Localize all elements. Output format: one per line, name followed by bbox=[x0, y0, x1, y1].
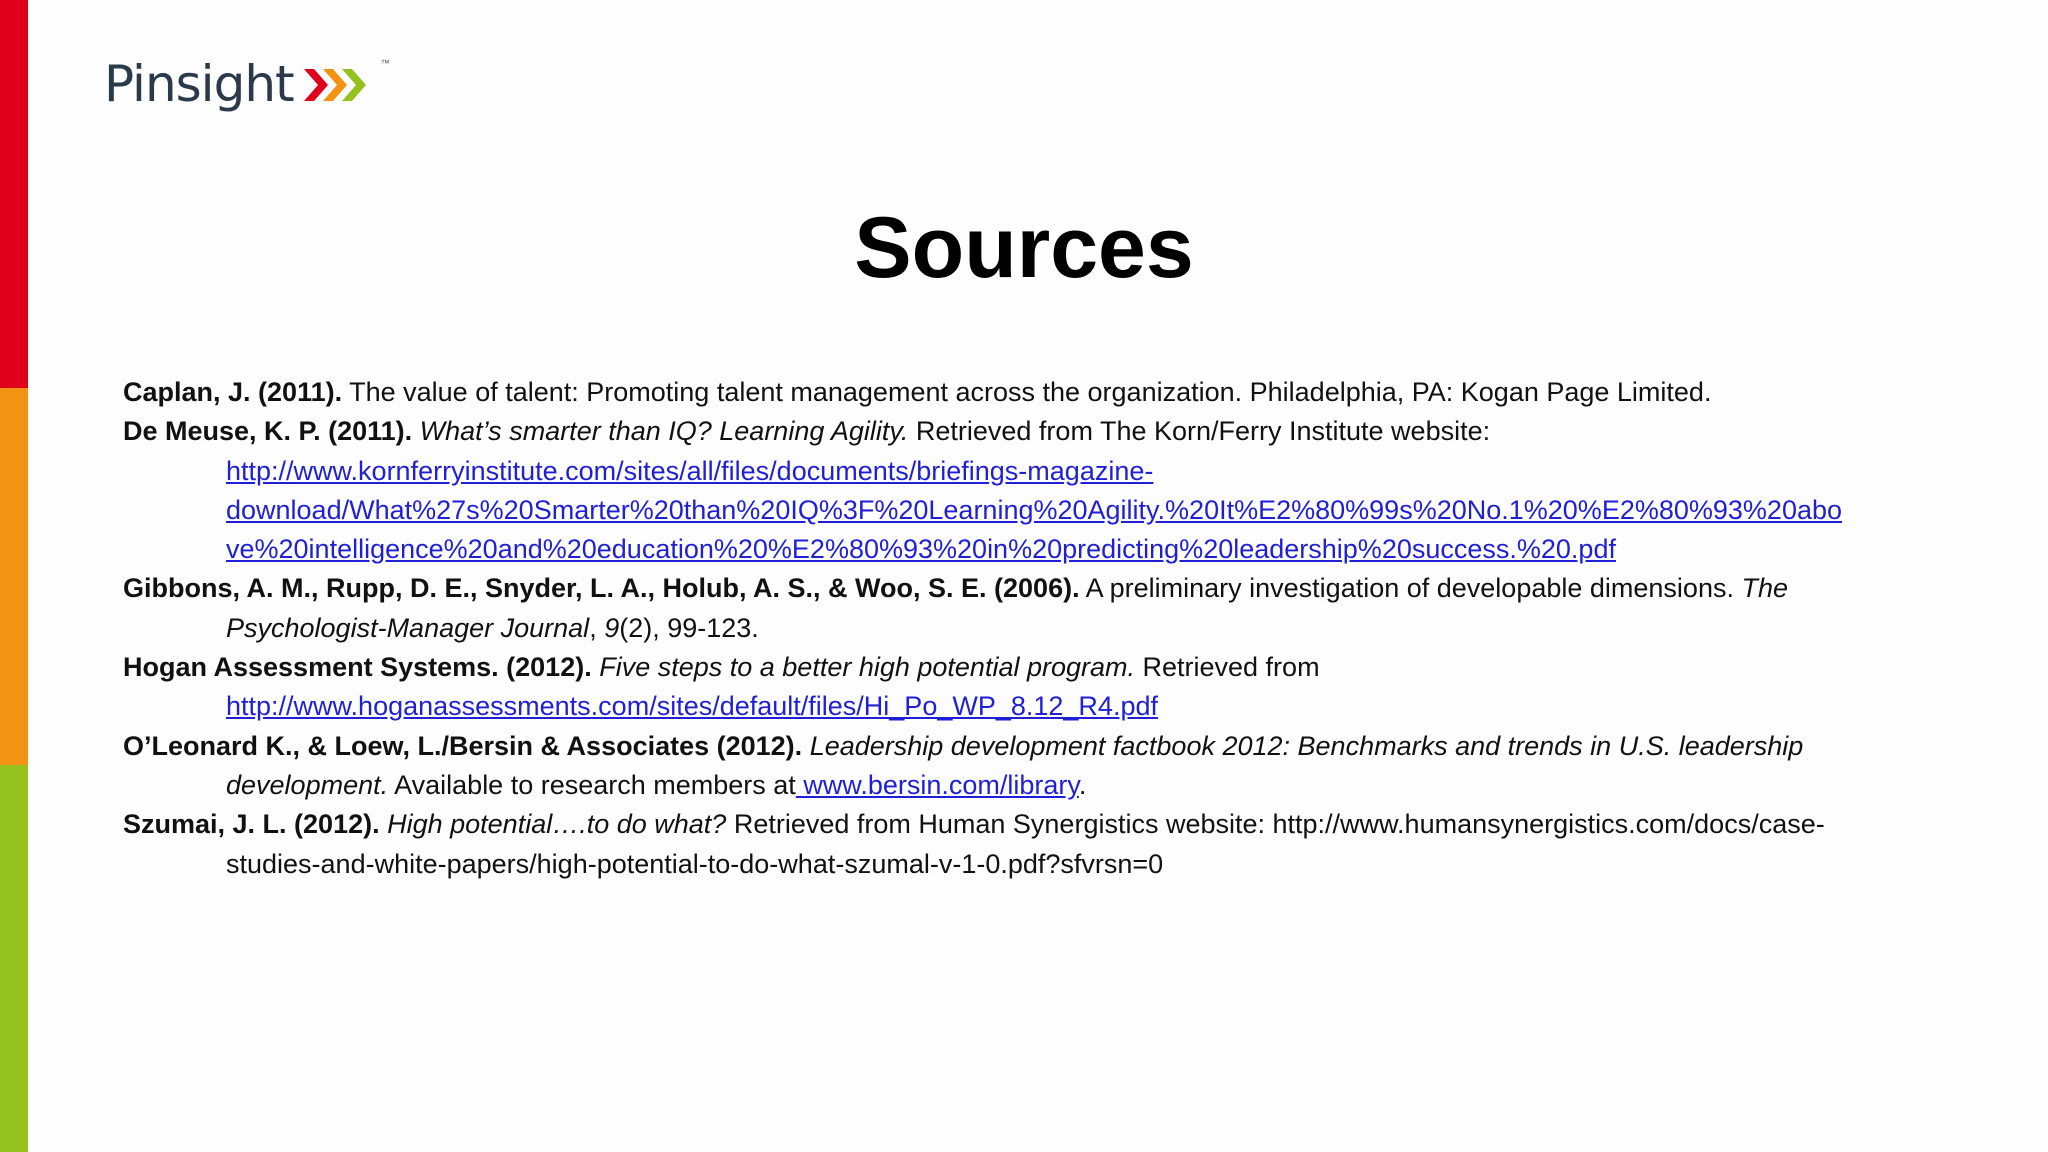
reference-author: Szumai, J. L. (2012). bbox=[123, 809, 380, 840]
reference-title: What’s smarter than IQ? Learning Agility. bbox=[412, 416, 909, 447]
reference-text: Retrieved from Human Synergistics website: http://www.humansynergistics.com/docs/case- bbox=[726, 809, 1825, 840]
reference-entry bbox=[123, 373, 1923, 412]
reference-journal: Psychologist-Manager Journal bbox=[226, 612, 590, 643]
reference-author: O’Leonard K., & Loew, L./Bersin & Associates (2012). bbox=[123, 730, 803, 761]
triple-chevron-icon bbox=[304, 65, 380, 105]
side-bar-green-segment bbox=[0, 765, 28, 1152]
reference-title: High potential….to do what? bbox=[379, 809, 727, 840]
reference-text: (2), 99-123. bbox=[619, 612, 759, 643]
reference-text: A preliminary investigation of developable dimensions. bbox=[1079, 573, 1742, 604]
reference-title: Leadership development factbook 2012: Benchmarks and trends in U.S. leadership bbox=[802, 730, 1804, 761]
reference-author: Gibbons, A. M., Rupp, D. E., Snyder, L. A., Holub, A. S., & Woo, S. E. (2006). bbox=[123, 573, 1080, 604]
logo-wordmark: Pinsight bbox=[104, 55, 294, 113]
reference-entry bbox=[123, 648, 1923, 727]
reference-entry bbox=[123, 569, 1923, 648]
reference-title: development. bbox=[226, 769, 389, 800]
reference-link[interactable]: ve%20intelligence%20and%20education%20%E2%80%93%20in%20predicting%20leadership%20success.%20.pdf bbox=[226, 534, 1616, 565]
reference-entry bbox=[123, 412, 1923, 569]
side-bar-orange-segment bbox=[0, 388, 28, 765]
reference-entry bbox=[123, 805, 1923, 884]
logo-trademark: ™ bbox=[380, 58, 390, 68]
reference-text: studies-and-white-papers/high-potential-to-do-what-szumal-v-1-0.pdf?sfvrsn=0 bbox=[226, 848, 1164, 879]
reference-text: The value of talent: Promoting talent management across the organization. Philadelphia, PA: Kogan Page Limited. bbox=[342, 377, 1712, 407]
reference-volume: 9 bbox=[604, 612, 620, 643]
side-bar-red-segment bbox=[0, 0, 28, 388]
reference-title: Five steps to a better high potential program. bbox=[591, 652, 1135, 683]
reference-author: De Meuse, K. P. (2011). bbox=[123, 416, 413, 447]
reference-list bbox=[123, 373, 1923, 884]
reference-author: Hogan Assessment Systems. (2012). bbox=[123, 652, 592, 683]
reference-text: . bbox=[1078, 769, 1087, 800]
pinsight-logo bbox=[104, 54, 390, 114]
reference-link[interactable]: http://www.kornferryinstitute.com/sites/all/files/documents/briefings-magazine- bbox=[226, 455, 1154, 486]
reference-link[interactable]: download/What%27s%20Smarter%20than%20IQ%3F%20Learning%20Agility.%20It%E2%80%99s%20No.1%20%E2%80%93%20abo bbox=[226, 494, 1843, 525]
reference-link[interactable]: http://www.hoganassessments.com/sites/default/files/Hi_Po_WP_8.12_R4.pdf bbox=[226, 691, 1158, 722]
reference-text: , bbox=[589, 612, 605, 643]
reference-text: Retrieved from The Korn/Ferry Institute website: bbox=[908, 416, 1491, 447]
reference-link[interactable]: www.bersin.com/library bbox=[795, 769, 1079, 800]
page-title: Sources bbox=[854, 200, 1194, 296]
reference-text: Retrieved from bbox=[1135, 652, 1320, 683]
reference-entry bbox=[123, 727, 1923, 806]
reference-author: Caplan, J. (2011). bbox=[123, 377, 343, 407]
accent-side-bar bbox=[0, 0, 28, 1152]
reference-journal: The bbox=[1741, 573, 1788, 604]
reference-text: Available to research members at bbox=[388, 769, 796, 800]
